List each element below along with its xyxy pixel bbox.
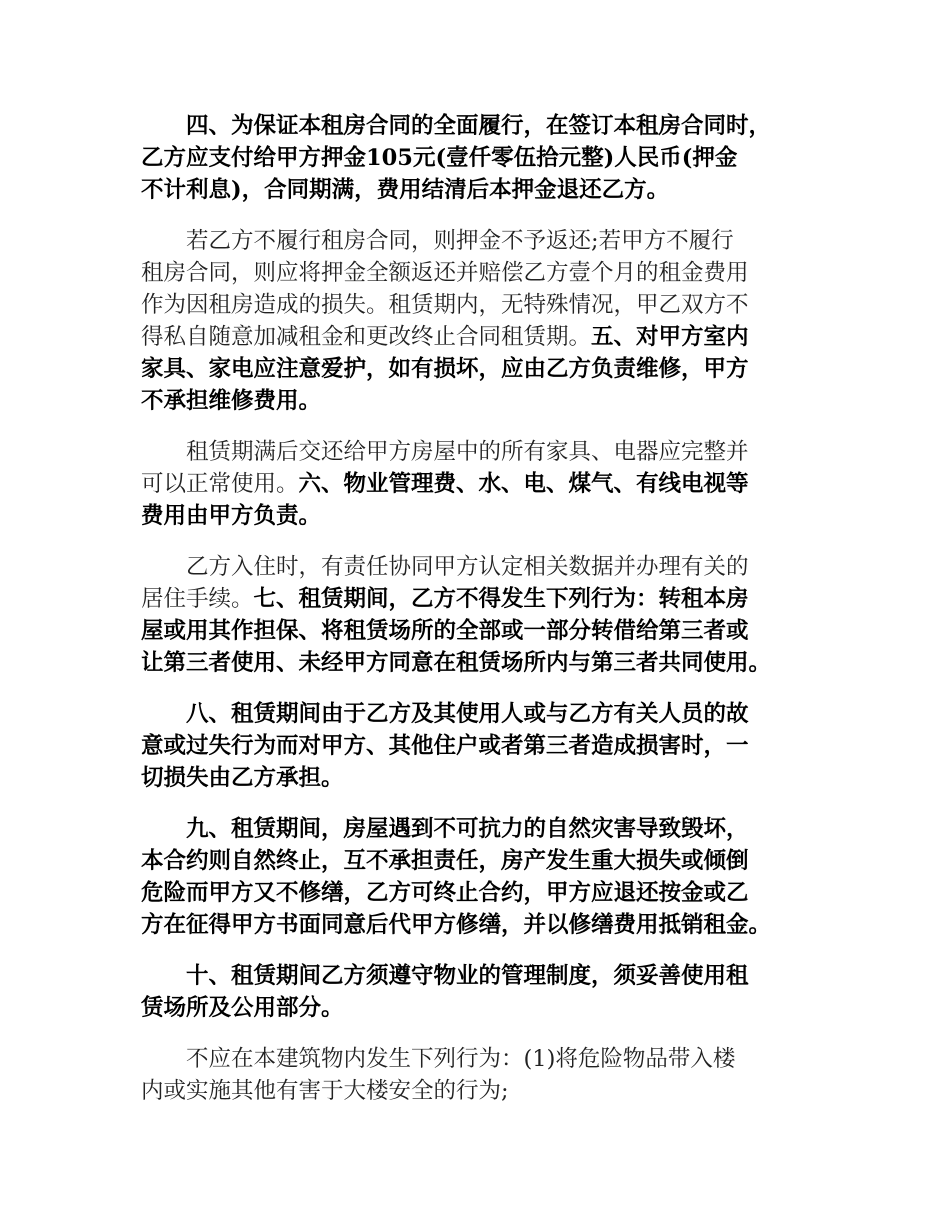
paragraph-line: [141, 1043, 821, 1075]
paragraph-line: [141, 909, 821, 941]
paragraph-line: [141, 289, 821, 321]
bold-clause-text: 屋或用其作担保、将租赁场所的全部或一部分转借给第三者或: [141, 618, 749, 644]
paragraph-line: [141, 225, 821, 257]
paragraph-line: [141, 174, 821, 206]
paragraph-line: [141, 436, 821, 468]
bold-clause-text: 切损失由乙方承担。: [141, 765, 344, 791]
document-page: [141, 110, 821, 1126]
bold-clause-text: 五、对甲方室内: [591, 324, 749, 350]
bold-clause-text: 不计利息)，合同期满，费用结清后本押金退还乙方。: [141, 177, 670, 203]
paragraph-line: [141, 353, 821, 385]
bold-clause-text: 危险而甲方又不修缮，乙方可终止合约，甲方应退还按金或乙: [141, 880, 749, 906]
paragraph-line: [141, 877, 821, 909]
bold-clause-text: 本合约则自然终止，互不承担责任，房产发生重大损失或倾倒: [141, 848, 749, 874]
contract-paragraph: [141, 436, 821, 532]
body-text: 内或实施其他有害于大楼安全的行为;: [141, 1078, 509, 1104]
paragraph-line: [141, 110, 821, 142]
body-text: 租赁期满后交还给甲方房屋中的所有家具、电器应完整并: [186, 439, 749, 465]
paragraph-line: [141, 698, 821, 730]
bold-clause-text: 赁场所及公用部分。: [141, 995, 344, 1021]
bold-clause-text: 十、租赁期间乙方须遵守物业的管理制度，须妥善使用租: [186, 963, 749, 989]
bold-clause-text: 方在征得甲方书面同意后代甲方修缮，并以修缮费用抵销租金。: [141, 912, 772, 938]
bold-clause-text: 不承担维修费用。: [141, 388, 322, 414]
body-text: 居住手续。: [141, 586, 254, 612]
contract-paragraph: [141, 225, 821, 417]
paragraph-line: [141, 500, 821, 532]
body-text: 得私自随意加减租金和更改终止合同租赁期。: [141, 324, 592, 350]
bold-clause-text: 八、租赁期间由于乙方及其使用人或与乙方有关人员的故: [186, 701, 749, 727]
contract-paragraph: [141, 110, 821, 206]
paragraph-line: [141, 992, 821, 1024]
paragraph-line: [141, 813, 821, 845]
contract-paragraph: [141, 813, 821, 941]
bold-clause-text: 乙方应支付给甲方押金105元(壹仟零伍拾元整)人民币(押金: [141, 145, 738, 171]
paragraph-line: [141, 385, 821, 417]
paragraph-line: [141, 730, 821, 762]
bold-clause-text: 七、租赁期间，乙方不得发生下列行为：转租本房: [253, 586, 749, 612]
paragraph-line: [141, 615, 821, 647]
bold-clause-text: 六、物业管理费、水、电、煤气、有线电视等: [298, 471, 749, 497]
contract-paragraph: [141, 960, 821, 1024]
body-text: 作为因租房造成的损失。租赁期内，无特殊情况，甲乙双方不: [141, 292, 749, 318]
paragraph-line: [141, 960, 821, 992]
paragraph-line: [141, 321, 821, 353]
bold-clause-text: 让第三者使用、未经甲方同意在租赁场所内与第三者共同使用。: [141, 650, 772, 676]
bold-clause-text: 费用由甲方负责。: [141, 503, 322, 529]
paragraph-line: [141, 845, 821, 877]
paragraph-line: [141, 583, 821, 615]
bold-clause-text: 四、为保证本租房合同的全面履行，在签订本租房合同时，: [186, 113, 772, 139]
bold-clause-text: 意或过失行为而对甲方、其他住户或者第三者造成损害时，一: [141, 733, 749, 759]
body-text: 乙方入住时，有责任协同甲方认定相关数据并办理有关的: [186, 554, 749, 580]
bold-clause-text: 九、租赁期间，房屋遇到不可抗力的自然灾害导致毁坏，: [186, 816, 749, 842]
contract-paragraph: [141, 551, 821, 679]
contract-paragraph: [141, 1043, 821, 1107]
contract-paragraph: [141, 698, 821, 794]
paragraph-line: [141, 257, 821, 289]
paragraph-line: [141, 1075, 821, 1107]
body-text: 租房合同，则应将押金全额返还并赔偿乙方壹个月的租金费用: [141, 260, 749, 286]
paragraph-line: [141, 142, 821, 174]
body-text: 可以正常使用。: [141, 471, 299, 497]
paragraph-line: [141, 762, 821, 794]
body-text: 若乙方不履行租房合同，则押金不予返还;若甲方不履行: [186, 228, 734, 254]
paragraph-line: [141, 551, 821, 583]
paragraph-line: [141, 468, 821, 500]
body-text: 不应在本建筑物内发生下列行为：(1)将危险物品带入楼: [186, 1046, 736, 1072]
bold-clause-text: 家具、家电应注意爱护，如有损坏，应由乙方负责维修，甲方: [141, 356, 749, 382]
paragraph-line: [141, 647, 821, 679]
